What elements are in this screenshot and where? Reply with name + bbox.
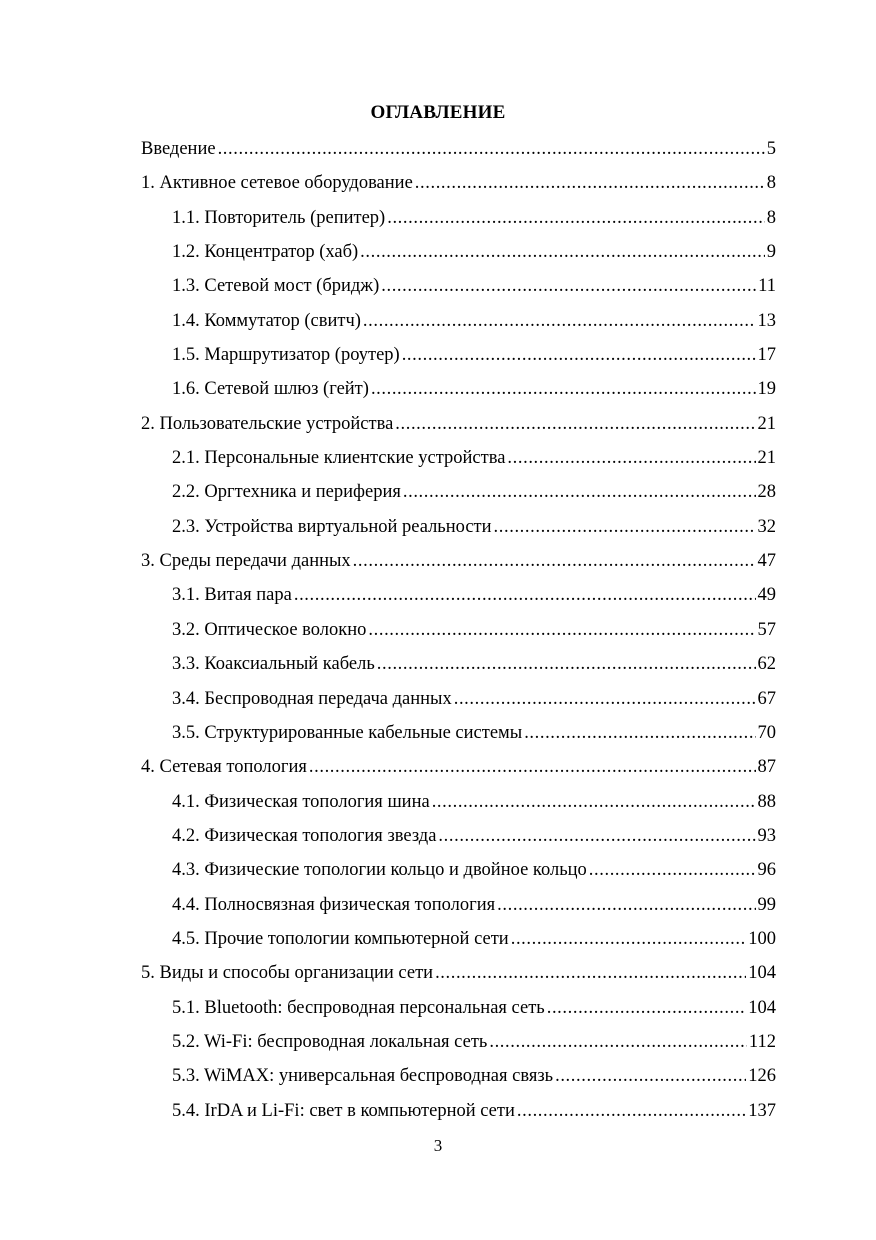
dot-leader xyxy=(218,132,765,166)
toc-subsection xyxy=(141,338,776,372)
toc-entry-title: 1.3. Сетевой мост (бридж) xyxy=(172,276,380,297)
toc-entry-title: 1.5. Маршрутизатор (роутер) xyxy=(172,345,400,366)
table-of-contents xyxy=(141,132,776,1128)
toc-subsection xyxy=(141,785,776,819)
toc-subsection xyxy=(141,647,776,681)
dot-leader xyxy=(489,1025,747,1059)
toc-subsection xyxy=(141,991,776,1025)
toc-section xyxy=(141,132,776,166)
dot-leader xyxy=(589,853,756,887)
toc-entry-title: 4.2. Физическая топология звезда xyxy=(172,825,437,846)
toc-subsection xyxy=(141,235,776,269)
toc-subsection xyxy=(141,888,776,922)
dot-leader xyxy=(432,785,756,819)
toc-page-number: 96 xyxy=(757,860,776,881)
toc-page-number: 126 xyxy=(748,1066,776,1087)
dot-leader xyxy=(381,269,756,303)
toc-entry-title: 3.2. Оптическое волокно xyxy=(172,619,367,640)
toc-section xyxy=(141,544,776,578)
dot-leader xyxy=(547,991,747,1025)
toc-entry-title: 3.3. Коаксиальный кабель xyxy=(172,654,375,675)
toc-entry-title: 2.1. Персональные клиентские устройства xyxy=(172,448,506,469)
toc-subsection xyxy=(141,853,776,887)
toc-entry-title: 1.2. Концентратор (хаб) xyxy=(172,242,359,263)
toc-page-number: 62 xyxy=(757,654,776,675)
dot-leader xyxy=(371,372,756,406)
dot-leader xyxy=(497,888,755,922)
toc-page-number: 104 xyxy=(748,997,776,1018)
toc-entry-title: 2.3. Устройства виртуальной реальности xyxy=(172,516,492,537)
toc-subsection xyxy=(141,613,776,647)
toc-entry-title: 3. Среды передачи данных xyxy=(141,551,351,572)
dot-leader xyxy=(435,956,746,990)
toc-entry-title: 3.1. Витая пара xyxy=(172,585,292,606)
toc-subsection xyxy=(141,475,776,509)
toc-section xyxy=(141,750,776,784)
toc-entry-title: 4.4. Полносвязная физическая топология xyxy=(172,894,496,915)
toc-page-number: 19 xyxy=(757,379,776,400)
toc-section xyxy=(141,166,776,200)
toc-page-number: 8 xyxy=(766,173,776,194)
toc-page-number: 28 xyxy=(757,482,776,503)
dot-leader xyxy=(517,1094,746,1128)
toc-page-number: 13 xyxy=(757,310,776,331)
toc-entry-title: 2.2. Оргтехника и периферия xyxy=(172,482,401,503)
dot-leader xyxy=(507,441,755,475)
toc-entry-title: 2. Пользовательские устройства xyxy=(141,413,394,434)
toc-entry-title: 1. Активное сетевое оборудование xyxy=(141,173,413,194)
toc-entry-title: 5.3. WiMAX: универсальная беспроводная связь xyxy=(172,1066,554,1087)
dot-leader xyxy=(368,613,755,647)
dot-leader xyxy=(403,475,756,509)
toc-page-number: 47 xyxy=(757,551,776,572)
toc-subsection xyxy=(141,1094,776,1128)
toc-page-number: 137 xyxy=(748,1100,776,1121)
dot-leader xyxy=(360,235,765,269)
toc-page-number: 8 xyxy=(766,207,776,228)
toc-subsection xyxy=(141,441,776,475)
toc-page-number: 99 xyxy=(757,894,776,915)
toc-subsection xyxy=(141,201,776,235)
toc-entry-title: 4. Сетевая топология xyxy=(141,757,307,778)
toc-entry-title: 5.1. Bluetooth: беспроводная персональная сеть xyxy=(172,997,545,1018)
toc-entry-title: 1.6. Сетевой шлюз (гейт) xyxy=(172,379,369,400)
toc-subsection xyxy=(141,922,776,956)
toc-subsection xyxy=(141,1025,776,1059)
toc-subsection xyxy=(141,372,776,406)
dot-leader xyxy=(309,750,756,784)
toc-entry-title: 4.1. Физическая топология шина xyxy=(172,791,430,812)
toc-entry-title: Введение xyxy=(141,139,216,159)
toc-page-number: 11 xyxy=(758,276,776,297)
toc-page-number: 32 xyxy=(757,516,776,537)
toc-page-number: 100 xyxy=(748,928,776,949)
toc-subsection xyxy=(141,304,776,338)
toc-entry-title: 5. Виды и способы организации сети xyxy=(141,963,434,984)
toc-page-number: 57 xyxy=(757,619,776,640)
page-number: 3 xyxy=(433,1136,443,1155)
dot-leader xyxy=(377,647,756,681)
dot-leader xyxy=(353,544,756,578)
toc-entry-title: 1.4. Коммутатор (свитч) xyxy=(172,310,361,331)
toc-entry-title: 4.3. Физические топологии кольцо и двойное кольцо xyxy=(172,860,587,881)
toc-page-number: 87 xyxy=(757,757,776,778)
toc-entry-title: 5.4. IrDA и Li-Fi: свет в компьютерной сети xyxy=(172,1100,515,1121)
toc-page-number: 104 xyxy=(748,963,776,984)
toc-page-number: 93 xyxy=(757,825,776,846)
toc-section xyxy=(141,956,776,990)
toc-entry-title: 4.5. Прочие топологии компьютерной сети xyxy=(172,928,509,949)
toc-subsection xyxy=(141,819,776,853)
toc-page-number: 70 xyxy=(757,722,776,743)
toc-page-number: 21 xyxy=(757,448,776,469)
dot-leader xyxy=(294,578,756,612)
toc-subsection xyxy=(141,716,776,750)
toc-page-number: 17 xyxy=(757,345,776,366)
toc-subsection xyxy=(141,269,776,303)
toc-subsection xyxy=(141,578,776,612)
dot-leader xyxy=(494,510,756,544)
dot-leader xyxy=(415,166,765,200)
toc-page-number: 9 xyxy=(766,242,776,263)
toc-entry-title: 5.2. Wi-Fi: беспроводная локальная сеть xyxy=(172,1031,488,1052)
toc-entry-title: 3.4. Беспроводная передача данных xyxy=(172,688,452,709)
dot-leader xyxy=(387,201,765,235)
dot-leader xyxy=(402,338,756,372)
toc-page-number: 67 xyxy=(757,688,776,709)
dot-leader xyxy=(524,716,755,750)
toc-subsection xyxy=(141,682,776,716)
dot-leader xyxy=(555,1059,746,1093)
dot-leader xyxy=(511,922,747,956)
toc-entry-title: 1.1. Повторитель (репитер) xyxy=(172,207,386,228)
toc-page-number: 49 xyxy=(757,585,776,606)
dot-leader xyxy=(395,407,755,441)
toc-page-number: 5 xyxy=(766,139,776,159)
toc-subsection xyxy=(141,1059,776,1093)
toc-page-number: 21 xyxy=(757,413,776,434)
toc-page-number: 88 xyxy=(757,791,776,812)
dot-leader xyxy=(363,304,756,338)
toc-subsection xyxy=(141,510,776,544)
toc-page-number: 112 xyxy=(748,1031,776,1052)
toc-entry-title: 3.5. Структурированные кабельные системы xyxy=(172,722,523,743)
dot-leader xyxy=(454,682,756,716)
page-title: ОГЛАВЛЕНИЕ xyxy=(370,102,506,123)
toc-section xyxy=(141,407,776,441)
dot-leader xyxy=(438,819,755,853)
